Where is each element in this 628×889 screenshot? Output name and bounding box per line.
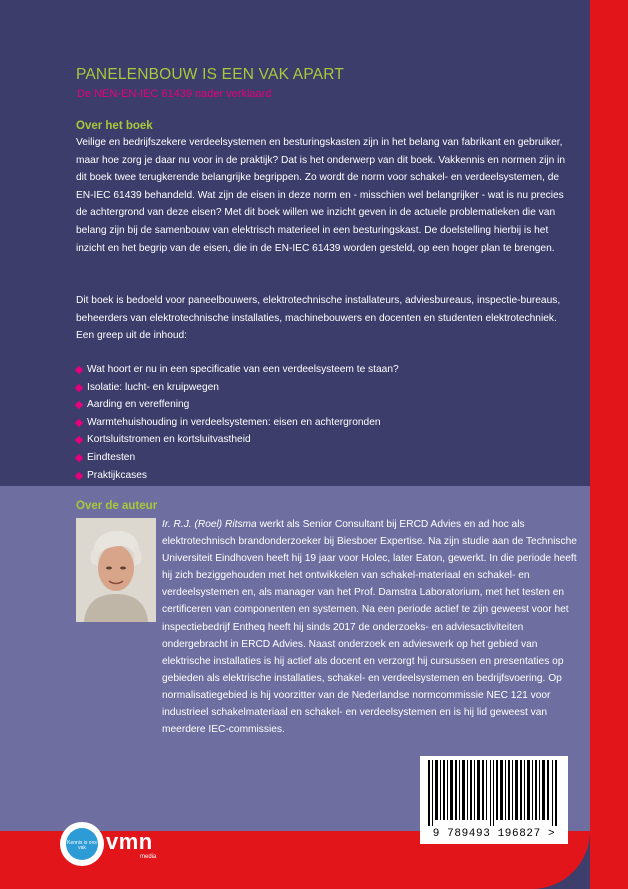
about-book-paragraph-2: [76, 292, 576, 345]
publisher-logo-icon: [60, 822, 104, 866]
isbn-barcode: [420, 756, 568, 844]
list-item: Wat hoort er nu in een specificatie van een verdeelsysteem te staan?: [76, 361, 399, 379]
book-subtitle: De NEN-EN-IEC 61439 nader verklaard: [77, 88, 272, 100]
contents-intro: Een greep uit de inhoud:: [76, 330, 188, 342]
bullet-icon: [75, 366, 83, 374]
book-title: PANELENBOUW IS EEN VAK APART: [76, 66, 345, 83]
red-side-stripe: [590, 0, 628, 889]
list-item: Praktijkcases: [76, 467, 399, 485]
contents-list: [76, 361, 399, 484]
list-item: Isolatie: lucht- en kruipwegen: [76, 379, 399, 397]
bullet-icon: [75, 401, 83, 409]
about-book-heading: Over het boek: [76, 120, 153, 132]
bullet-icon: [75, 436, 83, 444]
author-name: Ir. R.J. (Roel) Ritsma: [162, 519, 257, 530]
publisher-sub: media: [140, 854, 157, 860]
bullet-icon: [75, 419, 83, 427]
isbn-number: 9 789493 196827 >: [432, 828, 556, 840]
about-book-paragraph-1: Veilige en bedrijfszekere verdeelsystemen en besturingskasten zijn in het belang van fabrikant en gebruiker, maar hoe zorg je daar nu voor in de praktijk? Dat is het onderwerp van dit boek. Vakkennis en normen zijn in dit boek twee terugkerende belangrijke begrippen. Zo wordt de norm voor schakel- en verdeelsystemen, de EN-IEC 61439 behandeld. Wat zijn de eisen in deze norm en - misschien wel belangrijker - wat is nu precies de achtergrond van deze eisen? Met dit boek willen we inzicht geven in de actuele problematieken die van belang zijn bij de samenbouw van elektrisch materieel in een besturingskast. De doelstelling hierbij is het inzicht en het begrip van de eisen, die in de EN-IEC 61439 worden gesteld, op een hoger plan te brengen.: [76, 137, 566, 254]
author-bio-text: werkt als Senior Consultant bij ERCD Advies en ad hoc als elektrotechnisch brandonderzoeker bij Biesboer Expertise. Na zijn studie aan de Technische Universiteit Eindhoven heeft hij 19 jaar voor Holec, later Eaton, gewerkt. In die periode heeft hij zich beziggehouden met het ontwikkelen van schakel-materiaal en schakel- en verdeelsystemen en, als manager van het Prof. Damstra Laboratorium, met het testen en certificeren van componenten en systemen. Na een periode actief te zijn geweest voor het inspectiebedrijf Entheq heeft hij sinds 2017 de onderzoeks- en adviesactiviteiten ondergebracht in ERCD Advies. Naast onderzoek en advieswerk op het gebied van elektrische installaties is hij actief als docent en verzorgt hij cursussen en presentaties op gebieden als elektrische installaties, schakel- en verdeelsystemen en bedrijfsvoering. Op normalisatiegebied is hij voorzitter van de Nederlandse normcommissie NEC 121 voor industrieel schakelmateriaal en schakel- en verdeelsystemen en is hij lid geweest van meerdere IEC-commissies.: [162, 519, 577, 736]
barcode-bars: [428, 760, 560, 826]
list-item: Warmtehuishouding in verdeelsystemen: eisen en achtergronden: [76, 414, 399, 432]
bullet-icon: [75, 383, 83, 391]
publisher-name: vmn: [106, 829, 153, 854]
list-item: Aarding en vereffening: [76, 396, 399, 414]
author-bio: [76, 516, 581, 738]
logo-tagline: Kennis is ons vak: [67, 840, 97, 851]
bullet-icon: [75, 471, 83, 479]
about-author-heading: Over de auteur: [76, 500, 158, 512]
audience-text: Dit boek is bedoeld voor paneelbouwers, elektrotechnische installateurs, adviesbureaus, inspectie-bureaus, beheerders van elektrotechnische installaties, machinebouwers en docenten en studenten elektrotechniek.: [76, 295, 561, 324]
list-item: Kortsluitstromen en kortsluitvastheid: [76, 431, 399, 449]
list-item: Eindtesten: [76, 449, 399, 467]
bullet-icon: [75, 454, 83, 462]
